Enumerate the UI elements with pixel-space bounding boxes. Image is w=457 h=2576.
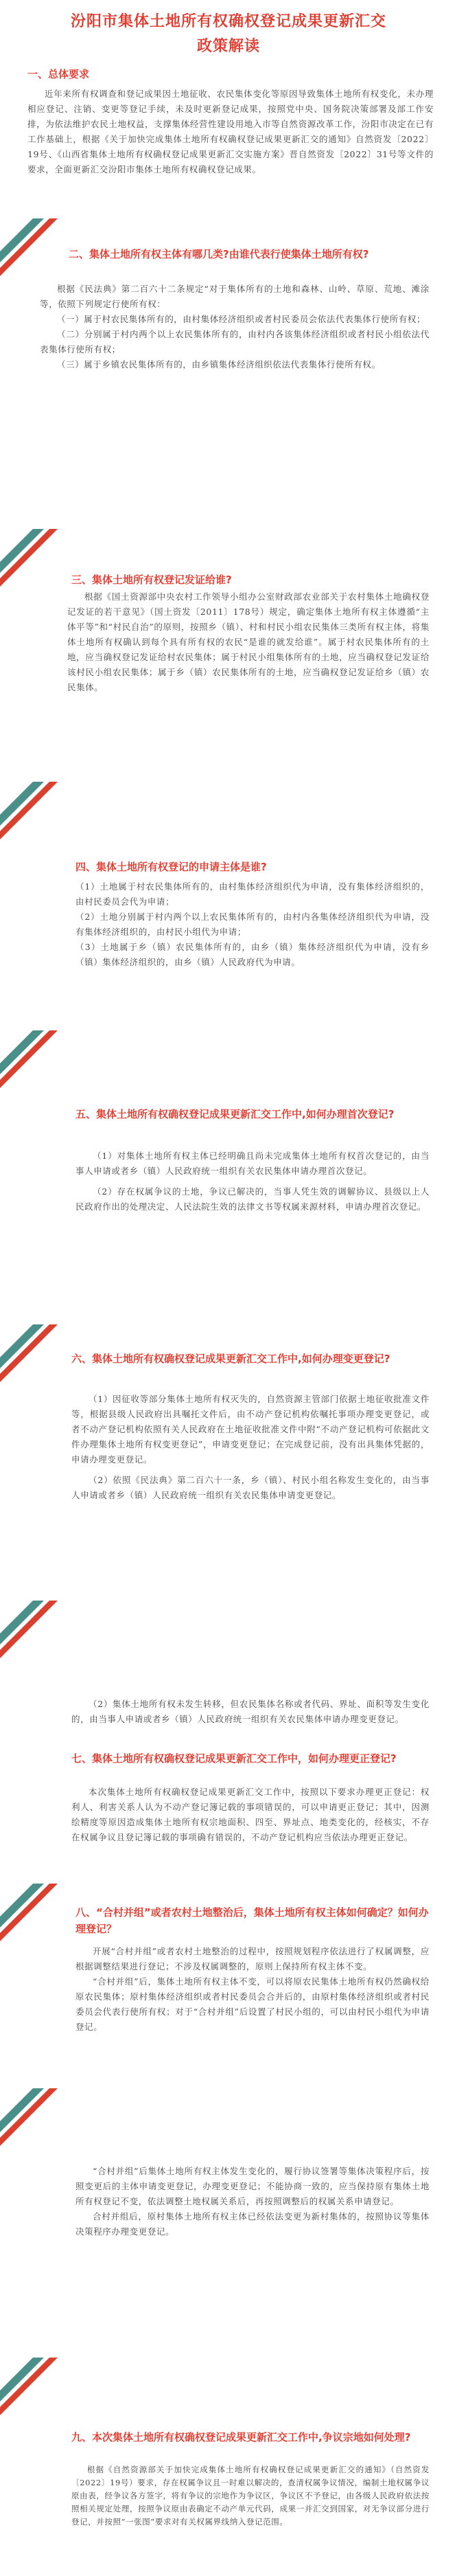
section-paragraph: （一）属于村农民集体所有的，由村集体经济组织或者村民委员会依法代表集体行使所有权；: [57, 314, 426, 324]
section-4: [0, 859, 457, 875]
section-7-body: [0, 1785, 457, 1845]
section-4-body: [0, 879, 457, 970]
section-paragraph: （1）因征收等部分集体土地所有权灭失的，自然资源主管部门依据土地征收批准文件等，根据县级人民政府出具嘱托文件后，由不动产登记机构依嘱托事项办理变更登记，或者不动产登记机构依照有关人民政府在土地征收批准文件中附“不动产登记机构可依据此文件办理集体土地所有权变更登记”，申请变更登记；在完成登记前，没有出具集体凭据的，申请办理变更登记。: [71, 1394, 430, 1465]
section-heading: 九、本次集体土地所有权确权登记成果更新汇交工作中,争议宗地如何处理?: [71, 2431, 411, 2443]
title-line-1: 汾阳市集体土地所有权确权登记成果更新汇交: [70, 13, 386, 30]
section-2-body: [0, 282, 457, 372]
section-paragraph: “合村并组”后，集体土地所有权主体不变，可以将原农民集体土地所有权仍然确权给原农民集体；原村集体经济组织或者村民委员会合并后的，由原村集体经济组织或者村民委员会代表行使所有权；对于“合村并组”后设置了村民小组的，可以由村民小组代为申请登记。: [75, 1976, 430, 2032]
section-paragraph: （三）属于乡镇农民集体所有的，由乡镇集体经济组织依法代表集体行使所有权。: [57, 359, 381, 370]
section-heading: 二、集体土地所有权主体有哪几类?由谁代表行使集体土地所有权?: [69, 248, 369, 260]
section-6-body: [0, 1392, 457, 1503]
section-heading: 八、“合村并组”或者农村土地整治后，集体土地所有权主体如何确定？如何办理登记？: [75, 1906, 429, 1935]
section-9-body: [0, 2463, 457, 2529]
section-paragraph: （3）土地属于乡（镇）农民集体所有的，由乡（镇）集体经济组织代为申请，没有乡（镇）集体经济组织的，由乡（镇）人民政府代为申请。: [75, 942, 430, 967]
section-5-body: [0, 1149, 457, 1214]
title-line-2: 政策解读: [196, 38, 260, 55]
section-9: [0, 2429, 457, 2445]
section-paragraph: （2）依照《民法典》第二百六十一条，乡（镇）、村民小组名称发生变化的，由当事人申请或者乡（镇）人民政府统一组织有关农民集体申请变更登记。: [71, 1475, 430, 1500]
section-paragraph: 根据《民法典》第二百六十二条规定“对于集体所有的土地和森林、山岭、草原、荒地、滩涂等，依照下列规定行使所有权：: [40, 284, 430, 309]
section-paragraph: “合村并组”后集体土地所有权主体发生变化的，履行协议签署等集体决策程序后，按照变更后的主体申请变更登记，办理变更登记；不能协商一致的，应当保持原有集体土地所有权登记不变，依法调整土地权属关系后，再按照调整后的权属关系申请登记。: [75, 2166, 430, 2206]
section-paragraph: （二）分别属于村内两个以上农民集体所有的，由村内各该集体经济组织或者村民小组依法代表集体行使所有权；: [40, 329, 430, 354]
section-paragraph: 合村并组后，原村集体土地所有权主体已经依法变更为新村集体的，按照协议等集体决策程序办理变更登记。: [75, 2211, 430, 2237]
section-heading: 六、集体土地所有权确权登记成果更新汇交工作中,如何办理变更登记?: [71, 1353, 390, 1365]
section-3-body: [0, 589, 457, 695]
section-heading: 三、集体土地所有权登记发证给谁?: [71, 574, 232, 586]
section-3: [0, 572, 457, 588]
section-heading: 四、集体土地所有权登记的申请主体是谁?: [75, 861, 267, 873]
corner-stripe-decoration: [0, 1030, 75, 1106]
section-paragraph: （2）存在权属争议的土地，争议已解决的，当事人凭生效的调解协议、县级以上人民政府作出的处理决定、人民法院生效的法律文书等权属来源材料，申请办理首次登记。: [75, 1186, 430, 1212]
section-paragraph: 根据《自然资源部关于加快完成集体土地所有权确权登记成果更新汇交的通知》（自然资发〔2022〕19号）要求，存在权属争议且一时难以解决的，查清权属争议情况，编制土地权属争议原由表，经争议各方签字，将有争议的宗地作为争议区，争议区不予登记，由各级人民政府依法按照相关规定处理，按照争议原由表确定不动产单元代码，成果一并汇交到国家，对无争议部分进行登记，并按照“一张图”要求对有关权属界线纳入登记范围。: [71, 2465, 430, 2527]
section-heading: 五、集体土地所有权确权登记成果更新汇交工作中,如何办理首次登记?: [75, 1108, 395, 1120]
corner-stripe-decoration: [0, 1601, 75, 1676]
section-1: [0, 66, 457, 177]
page-title: [0, 10, 457, 59]
section-5: [0, 1106, 457, 1122]
section-6-continued: [0, 1697, 457, 1727]
section-heading: 七、集体土地所有权确权登记成果更新汇交工作中，如何办理更正登记?: [71, 1752, 397, 1765]
section-paragraph: 近年来所有权调查和登记成果因土地征收、农民集体变化等原因导致集体土地所有权变化，未办理相应登记、注销、变更等登记手续，未及时更新登记成果，按照党中央、国务院决策部署及部工作安排，为依法维护农民土地权益，支撑集体经营性建设用地入市等自然资源改革工作，汾阳市决定在已有工作基础上，根据《关于加快完成集体土地所有权确权登记成果更新汇交的通知》自然资发〔2022〕19号、《山西省集体土地所有权确权登记成果更新汇交实施方案》晋自然资发〔2022〕31号等文件的要求，全面更新汇交汾阳市集体土地所有权确权登记成果。: [27, 89, 434, 174]
corner-stripe-decoration: [0, 2088, 75, 2164]
section-paragraph: （1）对集体土地所有权主体已经明确且尚未完成集体土地所有权首次登记的，由当事人申请或者乡（镇）人民政府统一组织有关农民集体申请办理首次登记。: [75, 1151, 430, 1176]
section-paragraph: （2）土地分别属于村内两个以上农民集体所有的，由村内各集体经济组织代为申请，没有集体经济组织的，由村民小组代为申请；: [75, 912, 430, 937]
section-6: [0, 1351, 457, 1367]
section-8-body: [0, 1944, 457, 2035]
section-paragraph: 根据《国土资源部中央农村工作领导小组办公室财政部农业部关于农村集体土地确权登记发证的若干意见》（国土资发〔2011〕178号）规定，确定集体土地所有权主体遵循“主体平等”和“村民自治”的原则，按照乡（镇）、村和村民小组农民集体三类所有权主体，将集体土地所有权确认到每个具有所有权的农民“是谁的就发给谁”。属于村农民集体所有的土地，应当确权登记发证给村农民集体；属于村民小组集体所有的土地，应当确权登记发证给该村民小组农民集体；属于乡（镇）农民集体所有的土地，应当确权登记发证给乡（镇）农民集体。: [67, 591, 430, 692]
corner-stripe-decoration: [0, 782, 75, 857]
section-heading: 一、总体要求: [27, 68, 90, 80]
section-8-continued: [0, 2164, 457, 2239]
corner-stripe-decoration: [0, 2358, 75, 2433]
section-2: [0, 246, 457, 262]
section-paragraph: 开展“合村并组”或者农村土地整治的过程中，按照规划程序依法进行了权属调整，应根据调整结果进行登记；不涉及权属调整的，原则上保持所有权主体不变。: [75, 1946, 430, 1971]
section-8: [0, 1904, 457, 1937]
section-paragraph: 本次集体土地所有权确权登记成果更新汇交工作中，按照以下要求办理更正登记：权利人、利害关系人认为不动产登记簿记载的事项错误的，可以申请更正登记；其中，因测绘精度等原因造成集体土地所有权宗地面积、四至、界址点、地类变化的，经核实，不存在权属争议且登记簿记载的事项确有错误的，不动产登记机构应当依法办理更正登记。: [71, 1787, 430, 1842]
section-paragraph: （1）土地属于村农民集体所有的，由村集体经济组织代为申请，没有集体经济组织的，由村民委员会代为申请；: [75, 881, 430, 907]
section-paragraph: （2）集体土地所有权未发生转移，但农民集体名称或者代码、界址、面积等发生变化的，由当事人申请或者乡（镇）人民政府统一组织有关农民集体申请办理变更登记。: [71, 1699, 430, 1724]
section-7: [0, 1750, 457, 1767]
